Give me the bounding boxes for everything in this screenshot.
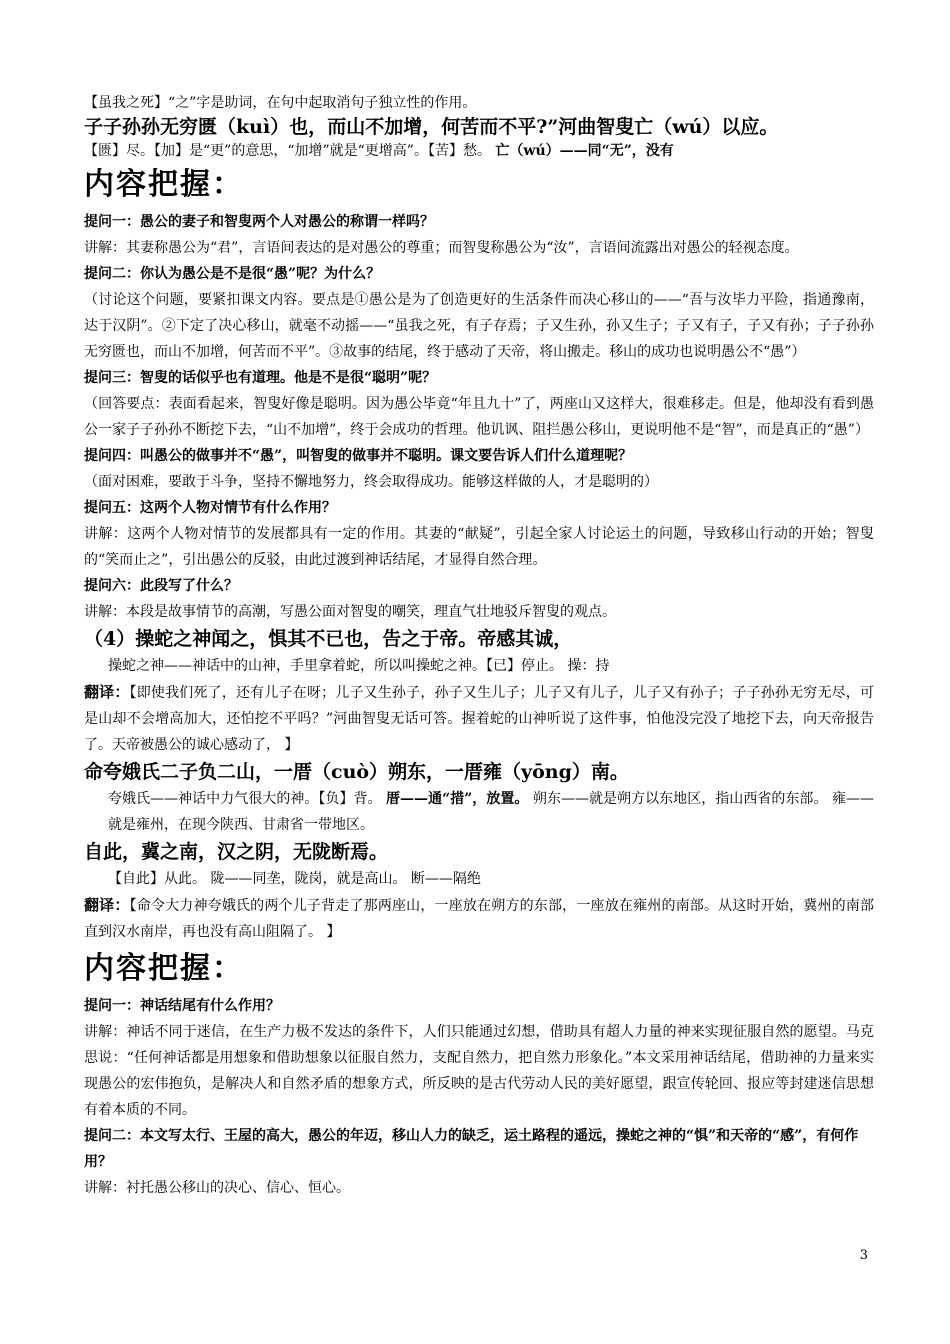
answer-7: 讲解：神话不同于迷信，在生产力极不发达的条件下，人们只能通过幻想，借助具有超人力量的神来实现征服自然的愿望。马克思说：“任何神话都是用想象和借助想象以征服自然力，支配自然力，把自然力形象化。”本文采用神话结尾，借助神的力量来实现愚公的宏伟抱负，是解决人和自然矛盾的想象方式，所反映的是古代劳动人民的美好愿望，跟宣传轮回、报应等封建迷信思想有着本质的不同。 [84,1024,874,1118]
answer-2: （讨论这个问题，要紧扣课文内容。要点是①愚公是为了创造更好的生活条件而决心移山的——“吾与汝毕力平险，指通豫南，达于汉阴”。②下定了决心移山，就毫不动摇——“虽我之死，有子存焉；子又生孙，孙又生子；子又有子，子又有孙；子子孙孙无穷匮也，而山不加增，何苦而不平”。③故事的结尾，终于感动了天帝，将山搬走。移山的成功也说明愚公不“愚”） [84,292,874,360]
note-line [84,786,874,838]
answer-4: （面对困难，要敢于斗争，坚持不懈地努力，终会取得成功。能够这样做的人，才是聪明的） [84,474,658,490]
classical-text-line: 子子孙孙无穷匮（kuì）也，而山不加增，何苦而不平?”河曲智叟亡（wú）以应。 [84,116,779,138]
translation-label: 翻译： [84,683,130,701]
translation-text: 【即使我们死了，还有儿子在呀；儿子又生孙子，孙子又生儿子；儿子又有儿子，儿子又有孙子；子子孙孙无穷无尽，可是山却不会增高加大，还怕挖不平吗？”河曲智叟无话可答。握着蛇的山神听说了这件事，怕他没完没了地挖下去，向天帝报告了。天帝被愚公的诚心感动了， 】 [84,685,874,753]
translation-paragraph [84,892,874,945]
section-heading: 内容把握： [84,167,244,202]
question-2: 提问二：你认为愚公是不是很“愚”呢？为什么？ [84,266,381,282]
classical-text-line: 命夸娥氏二子负二山，一厝（cuò）朔东，一厝雍（yōng）南。 [84,761,629,783]
translation-text: 【命令大力神夸娥氏的两个儿子背走了那两座山，一座放在朔方的东部，一座放在雍州的南部。从这时开始，冀州的南部直到汉水南岸，再也没有高山阻隔了。 】 [84,898,874,940]
question-8: 提问二：本文写太行、王屋的高大，愚公的年迈，移山人力的缺乏，运土路程的遥远，操蛇之神的“惧”和天帝的“感”，有何作用？ [84,1128,859,1170]
note-line: 【自此】从此。 陇——同垄，陇岗，就是高山。 断——隔绝 [108,871,481,887]
note-bold-text: 厝——通“措”，放置。 [386,791,529,807]
note-text: 朔东——就是朔方以东地区，指山西省的东部。 雍——就是雍州，在现今陕西、甘肃省一带地区。 [108,791,875,833]
classical-text-line: 自此，冀之南，汉之阴，无陇断焉。 [84,841,389,863]
section-heading: 内容把握： [84,951,244,986]
note-line: 操蛇之神——神话中的山神，手里拿着蛇，所以叫操蛇之神。【已】停止。 操：持 [108,658,610,674]
question-7: 提问一：神话结尾有什么作用？ [84,998,280,1014]
answer-1: 讲解：其妻称愚公为“君”，言语间表达的是对愚公的尊重；而智叟称愚公为“汝”，言语间流露出对愚公的轻视态度。 [84,240,799,256]
classical-text-line: （4）操蛇之神闻之，惧其不已也，告之于帝。帝感其诚， [84,628,573,650]
answer-3: （回答要点：表面看起来，智叟好像是聪明。因为愚公毕竟“年且九十”了，两座山又这样大，很难移走。但是，他却没有看到愚公一家子子孙孙不断挖下去，“山不加增”，终于会成功的哲理。他讥讽、阻拦愚公移山，更说明他不是“智”，而是真正的“愚”） [84,396,874,438]
answer-5: 讲解：这两个人物对情节的发展都具有一定的作用。其妻的“献疑”，引起全家人讨论运土的问题，导致移山行动的开始；智叟的“笑而止之”，引出愚公的反驳，由此过渡到神话结尾，才显得自然合理。 [84,526,874,568]
question-5: 提问五：这两个人物对情节有什么作用？ [84,500,336,516]
note-line [84,141,874,161]
note-text: 夸娥氏——神话中力气很大的神。【负】背。 [108,791,387,807]
answer-8: 讲解：衬托愚公移山的决心、信心、恒心。 [84,1180,350,1196]
translation-label: 翻译： [84,896,130,914]
question-6: 提问六：此段写了什么？ [84,578,238,594]
note-line: 【虽我之死】“之”字是助词，在句中起取消句子独立性的作用。 [84,95,477,111]
page-number: 3 [859,1248,868,1263]
question-3: 提问三：智叟的话似乎也有道理。他是不是很“聪明”呢？ [84,370,437,386]
question-4: 提问四：叫愚公的做事并不“愚”，叫智叟的做事并不聪明。课文要告诉人们什么道理呢？ [84,448,633,464]
note-text: 【匮】尽。【加】是“更”的意思，“加增”就是“更增高”。【苦】愁。 [84,143,496,159]
translation-paragraph [84,679,874,758]
question-1: 提问一：愚公的妻子和智叟两个人对愚公的称谓一样吗？ [84,214,434,230]
document-page [84,93,874,1201]
answer-6: 讲解：本段是故事情节的高潮，写愚公面对智叟的嘲笑，理直气壮地驳斥智叟的观点。 [84,604,616,620]
note-bold-text: 亡（wú）——同“无”，没有 [495,143,674,159]
